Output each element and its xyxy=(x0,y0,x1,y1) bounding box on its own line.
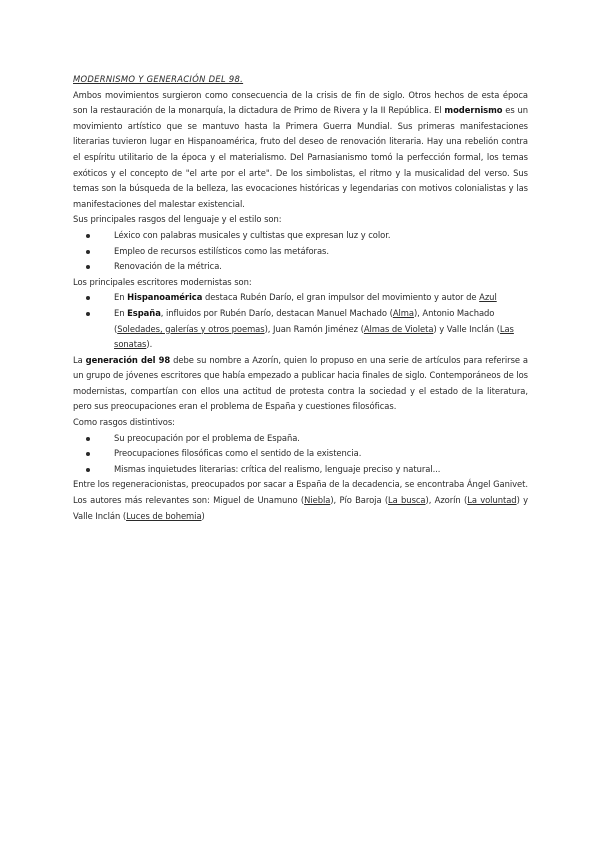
generacion-paragraph xyxy=(73,353,528,415)
list-text: En xyxy=(114,307,128,318)
work-title: La busca xyxy=(388,495,426,506)
rasgos-intro: Sus principales rasgos del lenguaje y el estilo son: xyxy=(73,214,282,225)
list-item xyxy=(108,290,528,306)
escritores-intro: Los principales escritores modernistas son: xyxy=(73,276,252,287)
final-paragraph xyxy=(73,477,528,524)
intro-paragraph xyxy=(73,88,528,213)
list-text: , influidos por Rubén Darío, destacan Manuel Machado ( xyxy=(160,307,393,318)
list-item: Empleo de recursos estilísticos como las metáforas. xyxy=(108,244,528,260)
work-title: La voluntad xyxy=(467,495,517,506)
paragraph-text: ), Azorín ( xyxy=(425,495,468,506)
paragraph-text: ), Pío Baroja ( xyxy=(330,495,389,506)
document-page xyxy=(73,72,528,524)
work-title: Alma xyxy=(392,307,414,318)
list-text: En xyxy=(114,292,128,303)
hispanoamerica-term: Hispanoamérica xyxy=(127,292,203,303)
work-title: Las sonatas xyxy=(114,323,514,350)
distintivos-list xyxy=(73,431,528,478)
paragraph-text: Entre los regeneracionistas, preocupados por sacar a España de la decadencia, se encontraba Ángel Ganivet. Los autores más relevantes son: Miguel de Unamuno ( xyxy=(73,479,528,506)
list-text: ) y Valle Inclán ( xyxy=(433,323,500,334)
work-title: Almas de Violeta xyxy=(363,323,434,334)
list-item xyxy=(108,306,528,353)
list-text: ), Antonio Machado ( xyxy=(114,307,495,334)
list-item: Renovación de la métrica. xyxy=(108,259,528,275)
work-title: Luces de bohemia xyxy=(126,510,202,521)
intro-text-3: es un movimiento artístico que se mantuvo hasta la Primera Guerra Mundial. Sus primeras manifestaciones literarias tuvieron lugar en Hispanoamérica, fruto del deseo de renovación literaria. Hay una rebelión contra el espíritu utilitario de la época y el materialismo. Del Parnasianismo tomó la perfección formal, los temas exóticos y el concepto de "el arte por el arte". De los simbolistas, el ritmo y la musicalidad del verso. Sus temas son la búsqueda de la belleza, las evocaciones históricas y legendarias con motivos colonialistas y las manifestaciones del malestar existencial. xyxy=(73,105,528,209)
list-item: Su preocupación por el problema de España. xyxy=(108,431,528,447)
work-title: Azul xyxy=(479,292,497,303)
modernismo-term: modernismo xyxy=(444,105,503,116)
document-title: MODERNISMO Y GENERACIÓN DEL 98. xyxy=(73,74,244,84)
list-item: Preocupaciones filosóficas como el sentido de la existencia. xyxy=(108,446,528,462)
paragraph-text: debe su nombre a Azorín, quien lo propuso en una serie de artículos para referirse a un grupo de jóvenes escritores que había empezado a publicar hacia finales de siglo. Contemporáneos de los modernistas, compartían con ellos una actitud de protesta contra la sociedad y el estado de la literatura, pero sus preocupaciones eran el problema de España y cuestiones filosóficas. xyxy=(73,354,529,412)
paragraph-text: ) xyxy=(201,510,205,521)
list-text: destaca Rubén Darío, el gran impulsor del movimiento y autor de xyxy=(202,292,480,303)
list-item: Léxico con palabras musicales y cultistas que expresan luz y color. xyxy=(108,228,528,244)
work-title: Niebla xyxy=(304,495,331,506)
paragraph-text: La xyxy=(73,354,86,365)
list-text: ). xyxy=(146,339,153,350)
rasgos-list xyxy=(73,228,528,275)
generacion-term: generación del 98 xyxy=(85,354,171,365)
distintivos-intro: Como rasgos distintivos: xyxy=(73,417,175,428)
intro-text-1: Ambos movimientos surgieron como consecuencia de la crisis de fin de siglo. Otros hechos de esta época son la restauración de la monarquía, la dictadura de Primo de Rivera y la II República. xyxy=(73,89,528,116)
list-text: ), Juan Ramón Jiménez ( xyxy=(264,323,364,334)
escritores-list xyxy=(73,290,528,352)
espana-term: España xyxy=(127,307,161,318)
paragraph-text: ) y Valle Inclán ( xyxy=(73,495,528,521)
intro-text-2: El xyxy=(434,105,445,116)
list-item: Mismas inquietudes literarias: crítica del realismo, lenguaje preciso y natural... xyxy=(108,462,528,478)
work-title: Soledades, galerías y otros poemas xyxy=(117,323,265,334)
